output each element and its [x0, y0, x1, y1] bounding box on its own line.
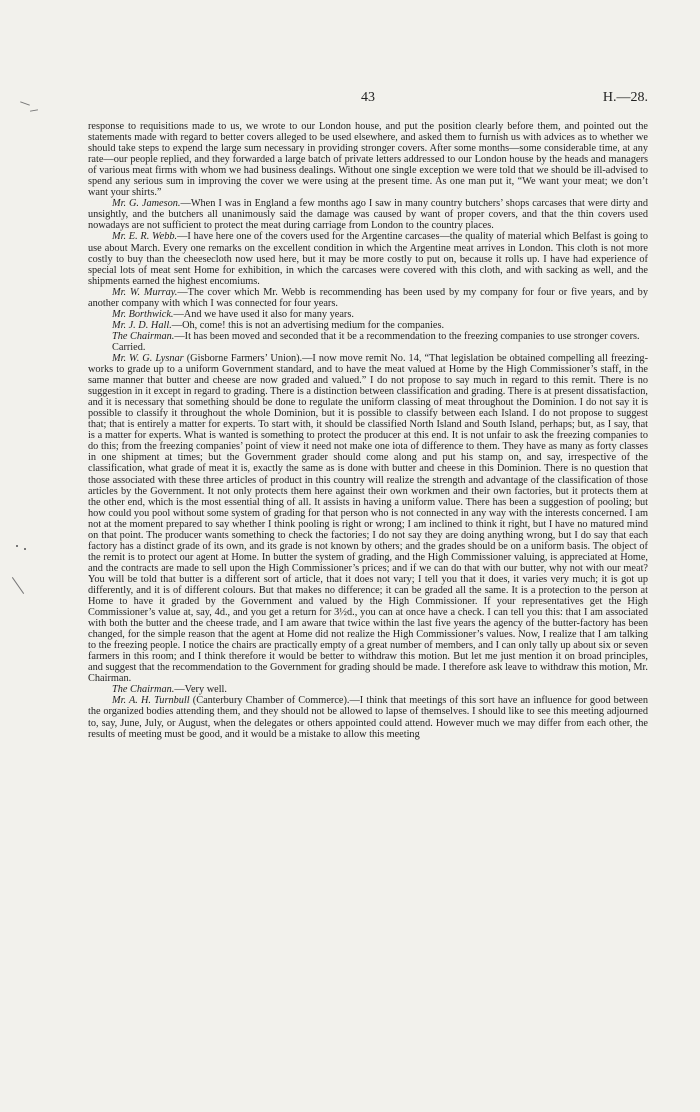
paragraph	[88, 309, 648, 320]
paragraph-text: response to requisitions made to us, we wrote to our London house, and put the position clearly before them, and pointed out the statements made with regard to better covers alleged to be used elsewhere, and asked them to furnish us with advices as to whether we should take steps to expend the large sum necessary in providing stronger covers. After some months—some considerable time, at any rate—our people replied, and they forwarded a large batch of private letters addressed to our London house by the heads and managers of various meat firms with whom we had business dealings. Without one single exception we were told that we should be ill-advised to spend any serious sum in improving the cover we were using at the present time. As one man put it, “We want your meat; we don’t want your shirts.”	[88, 121, 648, 199]
paragraph	[88, 695, 648, 739]
speaker-name: Mr. W. Murray.	[112, 286, 178, 298]
page-number: 43	[361, 90, 375, 105]
paragraph	[88, 287, 648, 309]
paragraph	[88, 342, 648, 353]
paragraph	[88, 684, 648, 695]
paragraph-text: —Very well.	[174, 684, 227, 696]
speaker-name: Mr. E. R. Webb.	[112, 231, 178, 243]
speaker-name: The Chairman.	[112, 684, 175, 696]
speaker-name: Mr. G. Jameson.	[112, 198, 181, 210]
paragraph	[88, 121, 648, 198]
margin-mark	[12, 577, 24, 594]
paragraph-text: Carried.	[112, 341, 146, 353]
speaker-name: Mr. J. D. Hall.	[112, 319, 172, 331]
paragraph-text: —I have here one of the covers used for the Argentine carcases—the quality of material which Belfast is going to use about March. Every one remarks on the excellent condition in which the Argentine meat arrives in London. This cloth is not more costly to buy than the cheesecloth now used here, but it may be more costly to put on, because it rolls up. I have had experience of special lots of meat sent Home for exhibition, in which the carcases were covered with this cloth, and with sacking as well, and the shipments earned the highest encomiums.	[88, 231, 648, 287]
speaker-name: Mr. A. H. Turnbull	[112, 695, 190, 707]
paragraph-text: —When I was in England a few months ago I saw in many country butchers’ shops carcases that were dirty and unsightly, and the butchers all unanimously said the damage was caused by want of proper covers, and that the thin covers used nowadays are not sufficient to protect the meat during carriage from London to the country places.	[88, 198, 649, 232]
speaker-name: Mr. W. G. Lysnar	[112, 352, 184, 364]
paragraph	[88, 198, 648, 231]
paragraph-text: (Canterbury Chamber of Commerce).—I think that meetings of this sort have an influence for good between the organized bodies attending them, and they should not be allowed to lapse of themselves. I should like to see this meeting adjourned to, say, June, July, or August, when the delegates or others appointed could attend. However much we may differ from each other, the results of meeting must be good, and it would be a mistake to allow this meeting	[88, 695, 648, 740]
document-reference: H.—28.	[602, 90, 648, 105]
body-text	[88, 121, 648, 740]
speaker-name: The Chairman.	[112, 330, 175, 342]
paragraph	[88, 231, 648, 286]
paragraph-text: —And we have used it also for many years.	[173, 308, 354, 320]
paragraph-text: (Gisborne Farmers’ Union).—I now move remit No. 14, “That legislation be obtained compelling all freezing-works to grade up to a uniform Government standard, and to have the meat valued at Home by the High Commissioner’s staff, in the same manner that butter and cheese are now graded and valued.” I do not propose to say much in regard to this remit. There is no suggestion in it except in regard to grading. There is a distinction between classification and grading. There is at present dissatisfaction, and it is necessary that something should be done to regulate the uniform classing of meat throughout the Dominion. I do not say it is possible to classify it throughout the whole Dominion, but it is possible to classify between each Island. I do not propose to suggest that; that is entirely a matter for experts. To start with, it should be classified North Island and South Island, perhaps; but, as I say, that is a matter for experts. What is wanted is something to protect the producer at this end. It is not unfair to ask the freezing companies to do this; from the freezing companies’ point of view it need not make one iota of difference to them. They have as many as forty classes in one shipment at times; but the Government grader should come along and put his stamp on, and say, irrespective of the classification, what grade of meat it is, exactly the same as is done with butter and cheese in this Dominion. There is no question that those associated with these three articles of product in this country will realize the strength and advantage of the classification of those articles by the Government. It not only protects them here against their own workmen and their own factories, but it protects them at the other end, which is the most essential thing of all. It assists in having a uniform value. There has been a suggestion of pooling; but how could you pool without some system of grading for that person who is not connected in any way with the interests concerned. I am not at the moment prepared to say whether I think pooling is right or wrong; I am inclined to think it right, but I have no matured mind on that point. The producer wants something to check the factories; I do not say they are doing anything wrong, but I do say that each factory has a distinct grade of its own, and its grade is not known by others; and the grades should be on a uniform basis. The object of the remit is to protect our agent at Home. In butter the system of grading, and the High Commissioner valuing, is appreciated at Home, and the contracts are made to sell upon the High Commissioner’s prices; and if we can do that with our butter, why not with our meat? You will be told that butter is a different sort of article, that it does not vary; I tell you that it does, it varies very much; it is got up differently, and it is of different colours. But that makes no difference; it can be graded all the same. It is a protection to the person at Home to have it graded by the Government and valued by the High Commissioner. If your representatives get the High Commissioner’s value at, say, 4d., and you get a return for 3½d., you can at once have a check. I can tell you this: that I am associated with both the butter and the cheese trade, and I am aware that twice within the last five years the agency of the butter-factory has been changed, for the simple reason that the agent at Home did not realize the High Commissioner’s values. Now, I realize that I am talking to the freezing people. I notice the chairs are practically empty of a great number of members, and I can only tally up about six or seven farmers in this room; and I think therefore it would be better to withdraw this motion. But let me just mention it on broad principles, and suggest that the recommendation to the Government for grading should be made. I therefore ask leave to withdraw this motion, Mr. Chairman.	[88, 352, 648, 685]
paragraph-text: —Oh, come! this is not an advertising medium for the companies.	[171, 319, 445, 331]
speaker-name: Mr. Borthwick.	[112, 308, 174, 320]
margin-mark	[20, 101, 30, 105]
paragraph-text: —It has been moved and seconded that it be a recommendation to the freezing companies to use stronger covers.	[174, 330, 640, 342]
paragraph	[88, 331, 648, 342]
paragraph-text: —The cover which Mr. Webb is recommending has been used by my company for four or five years, and by another company with which I was connected for four years.	[88, 286, 648, 309]
page-header	[88, 90, 648, 110]
margin-mark	[16, 545, 18, 547]
paragraph	[88, 353, 648, 684]
paragraph	[88, 320, 648, 331]
margin-mark	[30, 109, 38, 111]
margin-mark	[24, 548, 26, 550]
